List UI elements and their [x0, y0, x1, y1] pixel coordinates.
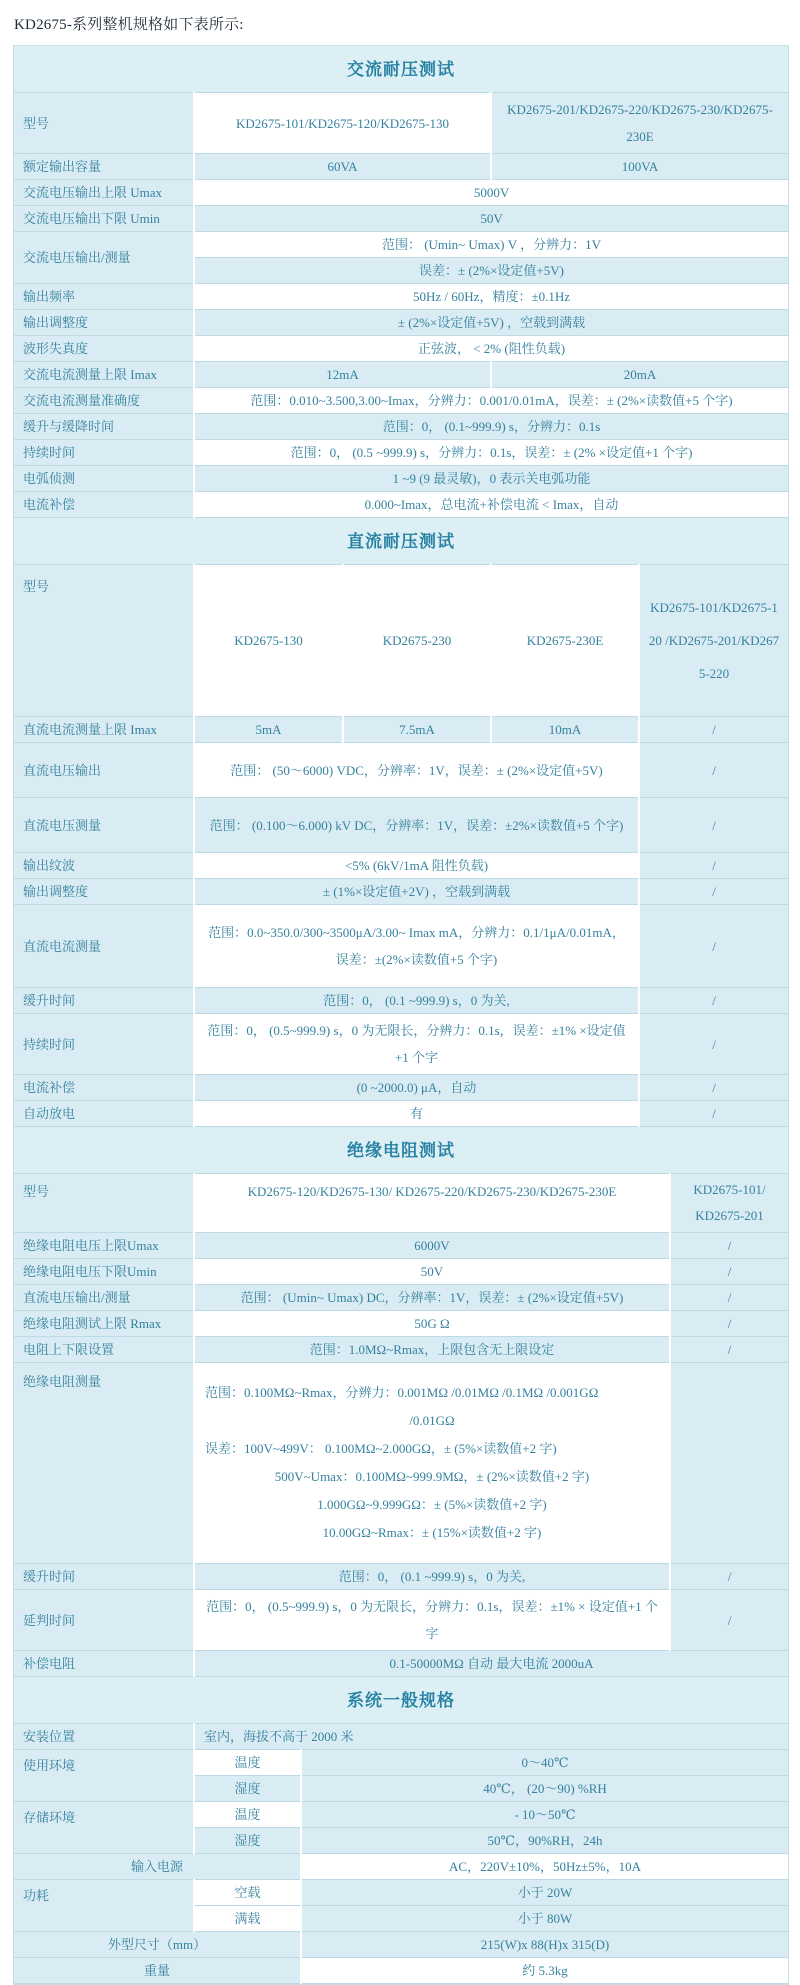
ins-vout-value: 范围： (Umin~ Umax) DC，分辨率：1V，误差：± (2%×设定值+5V) — [194, 1285, 670, 1311]
insulation-section-header-row — [14, 1127, 788, 1174]
dc-dwell-na: / — [639, 1014, 788, 1075]
ins-limits-label: 电阻上下限设置 — [14, 1337, 194, 1363]
ac-model-group2: KD2675-201/KD2675-220/KD2675-230/KD2675-230E — [491, 93, 788, 154]
table-row — [14, 1590, 788, 1651]
ac-arc-value: 1 ~9 (9 最灵敏)，0 表示关电弧功能 — [194, 466, 788, 492]
table-row — [14, 1802, 788, 1828]
table-row — [14, 336, 788, 362]
dc-imeas-na: / — [639, 905, 788, 988]
ins-delay-value: 范围：0， (0.5~999.9) s，0 为无限长，分辨力：0.1s，误差：±1% × 设定值+1 个字 — [194, 1590, 670, 1651]
ins-umin-na: / — [670, 1259, 788, 1285]
dc-comp-na: / — [639, 1075, 788, 1101]
dc-ripple-label: 输出纹波 — [14, 853, 194, 879]
ac-section-table — [14, 46, 788, 518]
sys-consumption-label: 功耗 — [14, 1880, 194, 1932]
dc-model-3: KD2675-230E — [491, 565, 639, 717]
ins-limits-na: / — [670, 1337, 788, 1363]
dc-vmeas-label: 直流电压测量 — [14, 798, 194, 853]
dc-vout-value: 范围： (50～6000) VDC，分辨率：1V，误差：± (2%×设定值+5V) — [194, 743, 639, 798]
dc-ripple-value: <5% (6kV/1mA 阻性负载) — [194, 853, 639, 879]
ins-umin-value: 50V — [194, 1259, 670, 1285]
ac-distortion-value: 正弦波， < 2% (阻性负载) — [194, 336, 788, 362]
ins-ramp-value: 范围：0， (0.1 ~999.9) s，0 为关, — [194, 1564, 670, 1590]
ins-rmax-value: 50G Ω — [194, 1311, 670, 1337]
ac-iacc-value: 范围：0.010~3.500,3.00~Imax，分辨力：0.001/0.01mA，误差：± (2%×读数值+5 个字) — [194, 388, 788, 414]
dc-vmeas-na: / — [639, 798, 788, 853]
sys-use-humidity-label: 湿度 — [194, 1776, 301, 1802]
dc-section-header-row — [14, 518, 788, 565]
ac-vout-label: 交流电压输出/测量 — [14, 232, 194, 284]
ins-limits-value: 范围：1.0MΩ~Rmax，上限包含无上限设定 — [194, 1337, 670, 1363]
ac-umin-label: 交流电压输出下限 Umin — [14, 206, 194, 232]
sys-power-value: AC，220V±10%，50Hz±5%，10A — [301, 1854, 788, 1880]
dc-imax-label: 直流电流测量上限 Imax — [14, 717, 194, 743]
sys-use-temp-value: 0～40℃ — [301, 1750, 788, 1776]
dc-imax-value2: 7.5mA — [343, 717, 491, 743]
dc-vout-label: 直流电压输出 — [14, 743, 194, 798]
ac-model-label: 型号 — [14, 93, 194, 154]
table-row — [14, 1174, 788, 1233]
table-row — [14, 1285, 788, 1311]
ac-section-header-row — [14, 46, 788, 93]
table-row — [14, 1750, 788, 1776]
dc-model-label: 型号 — [14, 565, 194, 717]
ins-rmax-label: 绝缘电阻测试上限 Rmax — [14, 1311, 194, 1337]
ac-comp-value: 0.000~Imax，总电流+补偿电流 < Imax，自动 — [194, 492, 788, 518]
ac-dwell-label: 持续时间 — [14, 440, 194, 466]
ins-model-group1: KD2675-120/KD2675-130/ KD2675-220/KD2675-230/KD2675-230E — [194, 1174, 670, 1233]
table-row — [14, 565, 788, 717]
dc-reg-label: 输出调整度 — [14, 879, 194, 905]
dc-model-2: KD2675-230 — [343, 565, 491, 717]
dc-imax-value1: 5mA — [194, 717, 343, 743]
dc-imax-na: / — [639, 717, 788, 743]
sys-install-value: 室内，海拔不高于 2000 米 — [194, 1724, 788, 1750]
ac-section-title: 交流耐压测试 — [14, 46, 788, 93]
dc-dwell-value: 范围：0， (0.5~999.9) s，0 为无限长，分辨力：0.1s，误差：±1% ×设定值+1 个字 — [194, 1014, 639, 1075]
table-row — [14, 466, 788, 492]
ac-umax-value: 5000V — [194, 180, 788, 206]
dc-section-table — [14, 518, 788, 1127]
table-row — [14, 1932, 788, 1958]
ins-rmeas-line: 范围：0.100MΩ~Rmax，分辨力：0.001MΩ /0.01MΩ /0.1MΩ /0.001GΩ — [205, 1385, 599, 1400]
table-row — [14, 310, 788, 336]
ins-rmeas-line: 误差：100V~499V： 0.100MΩ~2.000GΩ，± (5%×读数值+2 字) — [205, 1441, 557, 1456]
sys-dims-value: 215(W)x 88(H)x 315(D) — [301, 1932, 788, 1958]
ac-iacc-label: 交流电流测量准确度 — [14, 388, 194, 414]
table-row — [14, 414, 788, 440]
dc-ramp-label: 缓升时间 — [14, 988, 194, 1014]
table-row — [14, 743, 788, 798]
table-row — [14, 1101, 788, 1127]
dc-imeas-label: 直流电流测量 — [14, 905, 194, 988]
ac-freq-value: 50Hz / 60Hz，精度：±0.1Hz — [194, 284, 788, 310]
ac-umax-label: 交流电压输出上限 Umax — [14, 180, 194, 206]
ins-comp-label: 补偿电阻 — [14, 1651, 194, 1677]
dc-imax-value3: 10mA — [491, 717, 639, 743]
dc-dwell-label: 持续时间 — [14, 1014, 194, 1075]
dc-ramp-na: / — [639, 988, 788, 1014]
dc-reg-value: ± (1%×设定值+2V) ，空载到满载 — [194, 879, 639, 905]
table-row — [14, 180, 788, 206]
sys-storage-humidity-value: 50℃，90%RH，24h — [301, 1828, 788, 1854]
ins-umax-value: 6000V — [194, 1233, 670, 1259]
dc-discharge-value: 有 — [194, 1101, 639, 1127]
spec-table — [13, 45, 789, 1985]
sys-noload-label: 空载 — [194, 1880, 301, 1906]
sys-storage-env-label: 存储环境 — [14, 1802, 194, 1854]
table-row — [14, 1958, 788, 1984]
ins-rmeas-line: 500V~Umax：0.100MΩ~999.9MΩ，± (2%×读数值+2 字) — [274, 1469, 590, 1484]
dc-imeas-value: 范围：0.0~350.0/300~3500μA/3.00~ Imax mA，分辨力：0.1/1μA/0.01mA， 误差：±(2%×读数值+5 个字) — [194, 905, 639, 988]
table-row — [14, 1564, 788, 1590]
ac-freq-label: 输出频率 — [14, 284, 194, 310]
dc-discharge-na: / — [639, 1101, 788, 1127]
dc-model-1: KD2675-130 — [194, 565, 343, 717]
dc-ramp-value: 范围：0， (0.1 ~999.9) s，0 为关, — [194, 988, 639, 1014]
dc-vmeas-value: 范围： (0.100～6.000) kV DC，分辨率：1V，误差：±2%×读数值+5 个字) — [194, 798, 639, 853]
table-row — [14, 1724, 788, 1750]
ins-rmeas-line: 1.000GΩ~9.999GΩ：± (5%×读数值+2 字) — [317, 1497, 547, 1512]
insulation-section-table — [14, 1127, 788, 1677]
ac-model-group1: KD2675-101/KD2675-120/KD2675-130 — [194, 93, 491, 154]
sys-fullload-label: 满载 — [194, 1906, 301, 1932]
ins-delay-na: / — [670, 1590, 788, 1651]
ac-imax-value1: 12mA — [194, 362, 491, 388]
table-row — [14, 1337, 788, 1363]
table-row — [14, 154, 788, 180]
table-row — [14, 1854, 788, 1880]
dc-vout-na: / — [639, 743, 788, 798]
dc-ripple-na: / — [639, 853, 788, 879]
dc-reg-na: / — [639, 879, 788, 905]
ins-vout-label: 直流电压输出/测量 — [14, 1285, 194, 1311]
ac-capacity-value1: 60VA — [194, 154, 491, 180]
ins-delay-label: 延判时间 — [14, 1590, 194, 1651]
table-row — [14, 1075, 788, 1101]
sys-install-label: 安装位置 — [14, 1724, 194, 1750]
dc-discharge-label: 自动放电 — [14, 1101, 194, 1127]
ac-comp-label: 电流补偿 — [14, 492, 194, 518]
ins-rmeas-line: /0.01GΩ — [409, 1413, 455, 1428]
table-row — [14, 798, 788, 853]
table-row — [14, 1880, 788, 1906]
sys-use-humidity-value: 40℃， (20～90) %RH — [301, 1776, 788, 1802]
table-row — [14, 879, 788, 905]
sys-storage-humidity-label: 湿度 — [194, 1828, 301, 1854]
ins-rmeas-label: 绝缘电阻测量 — [14, 1363, 194, 1564]
sys-weight-label: 重量 — [14, 1958, 301, 1984]
ac-imax-label: 交流电流测量上限 Imax — [14, 362, 194, 388]
dc-comp-value: (0 ~2000.0) μA，自动 — [194, 1075, 639, 1101]
ins-rmeas-value — [194, 1363, 670, 1564]
ac-ramp-value: 范围：0， (0.1~999.9) s，分辨力：0.1s — [194, 414, 788, 440]
ins-umax-label: 绝缘电阻电压上限Umax — [14, 1233, 194, 1259]
ac-umin-value: 50V — [194, 206, 788, 232]
sys-dims-label: 外型尺寸（mm） — [14, 1932, 301, 1958]
ac-capacity-label: 额定输出容量 — [14, 154, 194, 180]
table-row — [14, 362, 788, 388]
table-row — [14, 492, 788, 518]
ac-reg-value: ± (2%×设定值+5V) ，空载到满载 — [194, 310, 788, 336]
table-row — [14, 232, 788, 258]
system-section-table — [14, 1677, 788, 1984]
dc-comp-label: 电流补偿 — [14, 1075, 194, 1101]
ins-rmeas-na — [670, 1363, 788, 1564]
table-row — [14, 717, 788, 743]
sys-use-env-label: 使用环境 — [14, 1750, 194, 1802]
system-section-header-row — [14, 1677, 788, 1724]
page-title: KD2675-系列整机规格如下表所示: — [14, 17, 244, 33]
ac-reg-label: 输出调整度 — [14, 310, 194, 336]
ins-rmax-na: / — [670, 1311, 788, 1337]
ac-vout-error: 误差：± (2%×设定值+5V) — [194, 258, 788, 284]
sys-storage-temp-label: 温度 — [194, 1802, 301, 1828]
sys-use-temp-label: 温度 — [194, 1750, 301, 1776]
table-row — [14, 988, 788, 1014]
table-row — [14, 206, 788, 232]
sys-weight-value: 约 5.3kg — [301, 1958, 788, 1984]
ins-comp-value: 0.1-50000MΩ 自动 最大电流 2000uA — [194, 1651, 788, 1677]
sys-storage-temp-value: - 10～50℃ — [301, 1802, 788, 1828]
ac-capacity-value2: 100VA — [491, 154, 788, 180]
dc-section-title: 直流耐压测试 — [14, 518, 788, 565]
table-row — [14, 388, 788, 414]
ins-vout-na: / — [670, 1285, 788, 1311]
ins-rmeas-line: 10.00GΩ~Rmax：± (15%×读数值+2 字) — [322, 1525, 542, 1540]
table-row — [14, 1233, 788, 1259]
table-row — [14, 853, 788, 879]
ins-model-label: 型号 — [14, 1174, 194, 1233]
sys-power-label: 输入电源 — [14, 1854, 301, 1880]
table-row — [14, 284, 788, 310]
ins-model-group2: KD2675-101/ KD2675-201 — [670, 1174, 788, 1233]
sys-noload-value: 小于 20W — [301, 1880, 788, 1906]
ac-ramp-label: 缓升与缓降时间 — [14, 414, 194, 440]
table-row — [14, 1311, 788, 1337]
table-row — [14, 440, 788, 466]
insulation-section-title: 绝缘电阻测试 — [14, 1127, 788, 1174]
table-row — [14, 1014, 788, 1075]
table-row — [14, 93, 788, 154]
ac-distortion-label: 波形失真度 — [14, 336, 194, 362]
ins-ramp-na: / — [670, 1564, 788, 1590]
ac-imax-value2: 20mA — [491, 362, 788, 388]
ac-dwell-value: 范围：0， (0.5 ~999.9) s，分辨力：0.1s，误差：± (2% ×设定值+1 个字) — [194, 440, 788, 466]
table-row — [14, 1651, 788, 1677]
system-section-title: 系统一般规格 — [14, 1677, 788, 1724]
table-row — [14, 905, 788, 988]
dc-model-4: KD2675-101/KD2675-120 /KD2675-201/KD2675-220 — [639, 565, 788, 717]
ac-arc-label: 电弧侦测 — [14, 466, 194, 492]
ins-umin-label: 绝缘电阻电压下限Umin — [14, 1259, 194, 1285]
ac-vout-range: 范围： (Umin~ Umax) V ，分辨力：1V — [194, 232, 788, 258]
table-row — [14, 1363, 788, 1564]
ins-ramp-label: 缓升时间 — [14, 1564, 194, 1590]
ins-umax-na: / — [670, 1233, 788, 1259]
sys-fullload-value: 小于 80W — [301, 1906, 788, 1932]
table-row — [14, 1259, 788, 1285]
